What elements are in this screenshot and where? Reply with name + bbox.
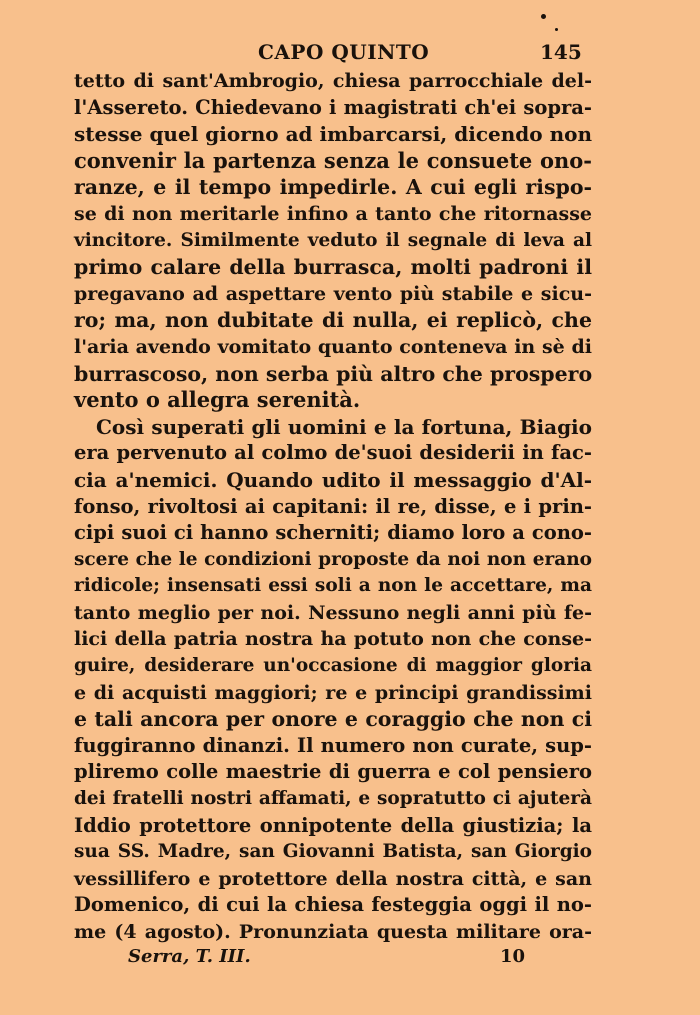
text-line: cipi suoi ci hanno scherniti; diamo loro a cono- (74, 521, 592, 545)
text-line: sua SS. Madre, san Giovanni Batista, san Giorgio (74, 841, 592, 863)
text-line: Così superati gli uomini e la fortuna, Biagio (96, 414, 592, 439)
page-number: 145 (540, 40, 582, 64)
body-text (74, 68, 592, 946)
text-line: Domenico, di cui la chiesa festeggia oggi il no- (74, 893, 592, 917)
text-line: pliremo colle maestrie di guerra e col pensiero (74, 760, 592, 784)
text-line: ro; ma, non dubitate di nulla, ei replicò, che (74, 308, 592, 333)
text-line: vincitore. Similmente veduto il segnale di leva al (74, 229, 592, 251)
signature-mark: 10 (500, 946, 526, 967)
text-line: me (4 agosto). Pronunziata questa militare ora- (74, 921, 592, 943)
text-line: primo calare della burrasca, molti padroni il (74, 255, 592, 280)
text-line: fonso, rivoltosi ai capitani: il re, disse, e i prin- (74, 494, 592, 518)
text-line: vento o allegra serenità. (74, 387, 361, 413)
signature-line: Serra, T. III. (128, 946, 251, 967)
text-line: fuggiranno dinanzi. Il numero non curate, sup- (74, 733, 592, 757)
text-line: lici della patria nostra ha potuto non che conse- (74, 628, 592, 651)
text-line: ranze, e il tempo impedirle. A cui egli rispo- (74, 175, 592, 200)
text-line: ridicole; insensati essi soli a non le accettare, ma (74, 575, 592, 597)
text-line: cia a'nemici. Quando udito il messaggio d'Al- (74, 467, 592, 492)
text-line: e tali ancora per onore e coraggio che non ci (74, 707, 592, 732)
text-line: tanto meglio per noi. Nessuno negli anni più fe- (74, 601, 592, 624)
text-line: pregavano ad aspettare vento più stabile e sicu- (74, 282, 592, 305)
text-line: vessillifero e protettore della nostra città, e san (74, 867, 592, 890)
ink-speck (555, 28, 558, 31)
running-title: CAPO QUINTO (258, 40, 430, 64)
ink-speck (541, 14, 546, 19)
text-line: tetto di sant'Ambrogio, chiesa parrocchiale del- (74, 70, 592, 92)
text-line: stesse quel giorno ad imbarcarsi, dicendo non (74, 122, 592, 147)
text-line: era pervenuto al colmo de'suoi desiderii in fac- (74, 441, 592, 465)
text-line: se di non meritarle infino a tanto che ritornasse (74, 202, 592, 225)
text-line: e di acquisti maggiori; re e principi grandissimi (74, 681, 592, 704)
text-line: l'aria avendo vomitato quanto conteneva in sè di (74, 335, 592, 358)
text-line: burrascoso, non serba più altro che prospero (74, 361, 593, 386)
text-line: convenir la partenza senza le consuete ono- (74, 147, 592, 173)
page-header (0, 38, 700, 66)
page-footer (0, 946, 700, 976)
text-line: Iddio protettore onnipotente della giustizia; la (74, 813, 592, 837)
text-line: scere che le condizioni proposte da noi non erano (74, 548, 592, 570)
text-line: guire, desiderare un'occasione di maggior gloria (74, 655, 592, 677)
text-line: l'Assereto. Chiedevano i magistrati ch'ei sopra- (74, 95, 592, 119)
text-line: dei fratelli nostri affamati, e sopratutto ci ajuterà (74, 788, 592, 810)
